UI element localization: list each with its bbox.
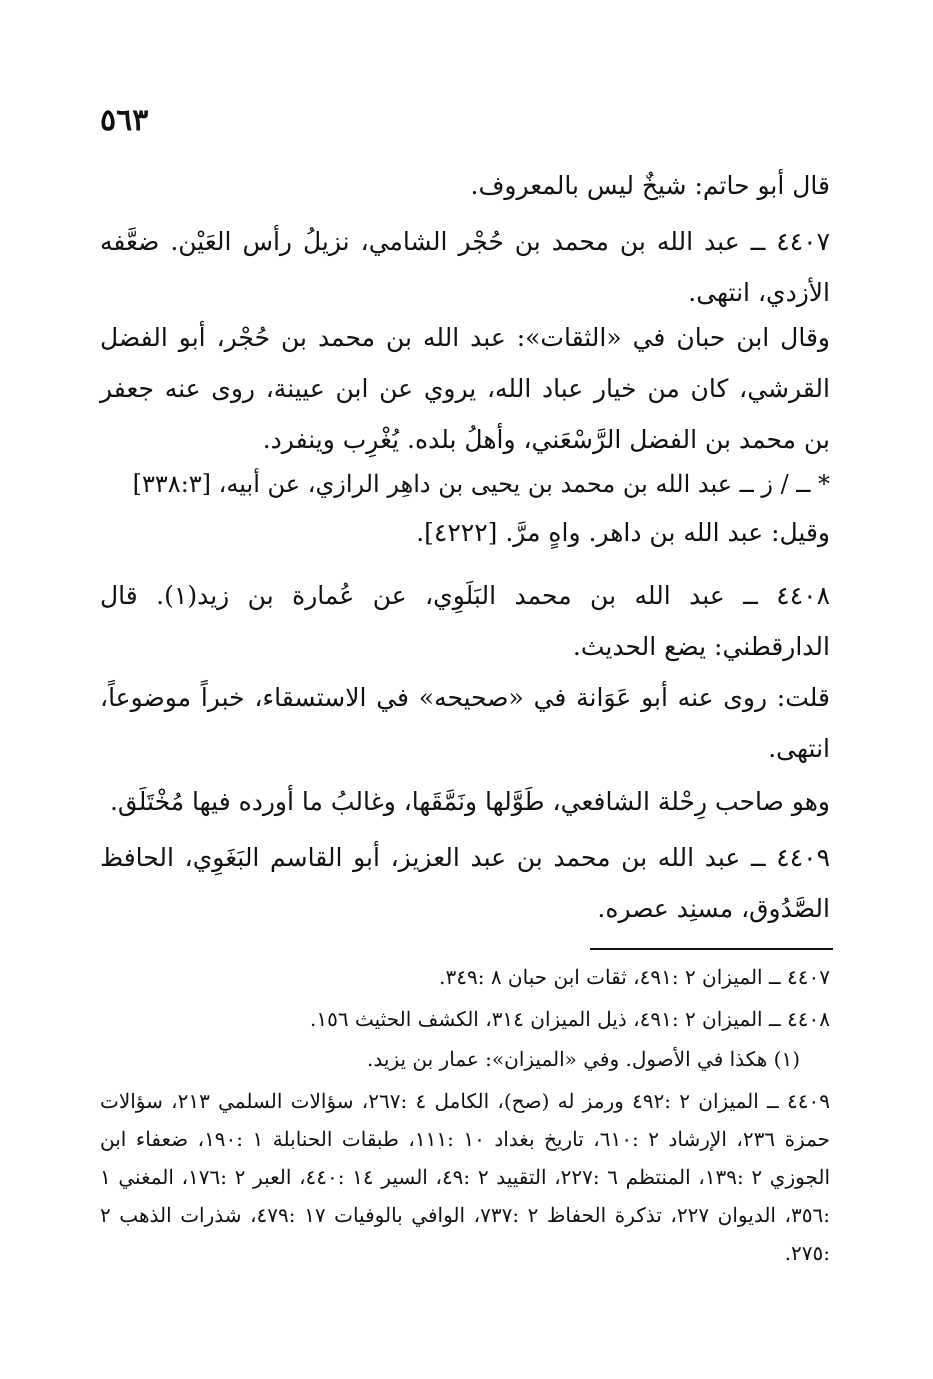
footnote-divider bbox=[590, 948, 833, 950]
footnote-4408: ٤٤٠٨ ــ الميزان ٢ :٤٩١، ذيل الميزان ٣١٤، الكشف الحثيث ١٥٦. bbox=[310, 1007, 830, 1031]
entry-star-line1: * ــ / ز ــ عبد الله بن محمد بن يحيى بن داهِر الرازي، عن أبيه، [٣٣٨:٣] bbox=[132, 470, 830, 498]
footnote-4407: ٤٤٠٧ ــ الميزان ٢ :٤٩١، ثقات ابن حبان ٨ :٣٤٩. bbox=[439, 965, 830, 989]
footnote-4409: ٤٤٠٩ ــ الميزان ٢ :٤٩٢ ورمز له (صح)، الكامل ٤ :٢٦٧، سؤالات السلمي ٢١٣، سؤالات حمزة ٢٣٦، الإرشاد ٢ :٦١٠، تاريخ بغداد ١٠ :١١١، طبقات الحنابلة ١ :١٩٠، ضعفاء ابن الجوزي ٢ :١٣٩، المنتظم ٦ :٢٢٧، التقييد ٢ :٤٩، السير ١٤ :٤٤٠، العبر ٢ :١٧٦، المغني ١ :٣٥٦، الديوان ٢٢٧، تذكرة الحفاظ ٢ :٧٣٧، الوافي بالوفيات ١٧ :٤٧٩، شذرات الذهب ٢ :٢٧٥. bbox=[100, 1089, 831, 1265]
paragraph-qultu: قلت: روى عنه أبو عَوَانة في «صحيحه» في الاستسقاء، خبراً موضوعاً، انتهى. bbox=[100, 683, 830, 763]
entry-4408: ٤٤٠٨ ــ عبد الله بن محمد البَلَوِي، عن عُمارة بن زيد(١). قال الدارقطني: يضع الحديث. bbox=[100, 581, 830, 661]
entry-star-line2: وقيل: عبد الله بن داهر. واهٍ مرَّ. [٤٢٢٢]. bbox=[416, 518, 830, 547]
paragraph-abu-hatim: قال أبو حاتم: شيخٌ ليس بالمعروف. bbox=[470, 171, 830, 200]
footnote-note-1: (١) هكذا في الأصول. وفي «الميزان»: عمار بن يزيد. bbox=[367, 1047, 800, 1071]
page-number: ٥٦٣ bbox=[100, 103, 149, 138]
entry-4407: ٤٤٠٧ ــ عبد الله بن محمد بن حُجْر الشامي، نزيلُ رأس العَيْن. ضعَّفه الأزدي، انتهى. bbox=[100, 227, 830, 307]
paragraph-rihla: وهو صاحب رِحْلة الشافعي، طَوَّلها ونَمَّقَها، وغالبُ ما أورده فيها مُخْتَلَق. bbox=[109, 787, 830, 816]
paragraph-ibn-hibban: وقال ابن حبان في «الثقات»: عبد الله بن محمد بن حُجْر، أبو الفضل القرشي، كان من خيار عباد الله، يروي عن ابن عيينة، روى عنه جعفر بن محمد بن الفضل الرَّسْعَني، وأهلُ بلده. يُغْرِب وينفرد. bbox=[100, 323, 830, 454]
entry-4409: ٤٤٠٩ ــ عبد الله بن محمد بن عبد العزيز، أبو القاسم البَغَوِي، الحافظ الصَّدُوق، مسنِد عصره. bbox=[100, 843, 830, 923]
